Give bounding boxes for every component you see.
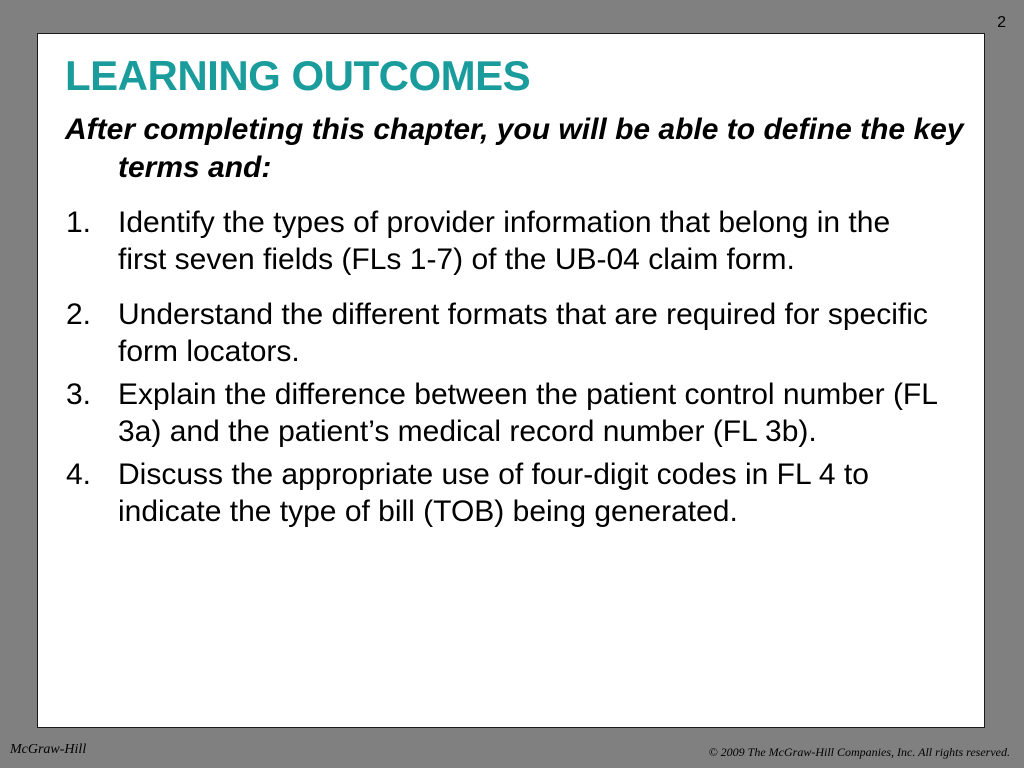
outcome-text: Identify the types of provider information that belong in the first seven fields (FLs 1-7) of the UB-04 claim form. [118, 206, 891, 276]
intro-text: After completing this chapter, you will be able to define the key terms and: [65, 113, 964, 184]
outcome-number: 4. [66, 458, 92, 491]
outcome-item [66, 376, 946, 450]
slide-title: LEARNING OUTCOMES [65, 52, 531, 99]
outcome-item [66, 204, 946, 278]
outcome-text: Discuss the appropriate use of four-digit codes in FL 4 to indicate the type of bill (TOB) being generated. [118, 458, 869, 528]
outcome-number: 3. [66, 378, 92, 411]
outcome-item [66, 296, 946, 370]
publisher-logo-text: McGraw-Hill [10, 742, 87, 757]
outcome-text: Understand the different formats that are required for specific form locators. [118, 298, 928, 368]
copyright-notice: © 2009 The McGraw-Hill Companies, Inc. All rights reserved. [708, 745, 1010, 759]
slide-panel [37, 33, 985, 728]
outcomes-list [66, 204, 946, 548]
outcome-text: Explain the difference between the patient control number (FL 3a) and the patient’s medical record number (FL 3b). [118, 378, 937, 448]
outcome-number: 2. [66, 298, 92, 331]
page-number: 2 [997, 14, 1006, 31]
outcome-number: 1. [66, 206, 92, 239]
outcome-item [66, 456, 946, 530]
